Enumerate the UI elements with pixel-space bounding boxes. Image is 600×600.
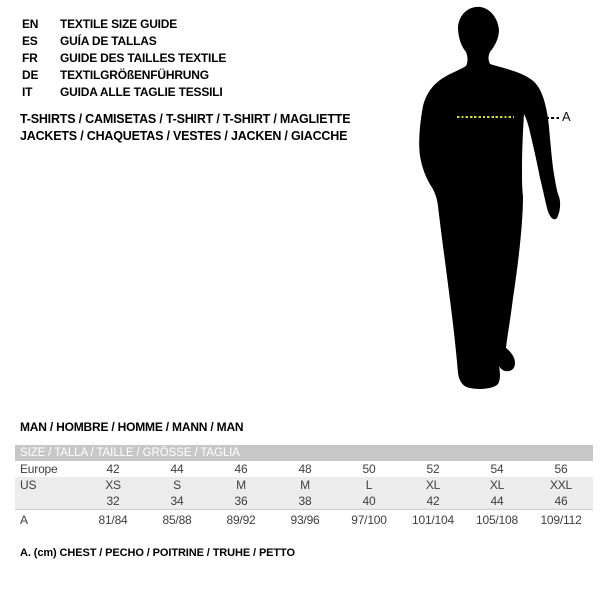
size-cell: 50 — [362, 462, 376, 476]
size-cell: 52 — [426, 462, 440, 476]
size-cell: 46 — [554, 494, 568, 508]
size-cell: M — [236, 478, 246, 492]
footnote-chest-legend: A. (cm) CHEST / PECHO / POITRINE / TRUHE / PETTO — [20, 547, 295, 559]
category-block — [20, 111, 350, 144]
size-cell: 109/112 — [540, 513, 582, 527]
section-title-man: MAN / HOMBRE / HOMME / MANN / MAN — [20, 420, 244, 434]
size-cell: 46 — [234, 462, 248, 476]
size-cell: 44 — [490, 494, 504, 508]
language-code: ES — [22, 34, 38, 49]
size-cell: 34 — [170, 494, 184, 508]
row-label — [15, 493, 81, 509]
table-row-alt-sizes — [15, 493, 593, 509]
size-cell: 42 — [106, 462, 120, 476]
size-cell: XS — [105, 478, 121, 492]
size-table — [15, 445, 593, 530]
table-row-europe — [15, 461, 593, 477]
size-cell: 42 — [426, 494, 440, 508]
language-code: FR — [22, 50, 38, 65]
size-cell: 48 — [298, 462, 312, 476]
category-line-tshirts: T-SHIRTS / CAMISETAS / T-SHIRT / T-SHIRT / MAGLIETTE — [20, 112, 351, 126]
size-cell: XL — [489, 478, 505, 492]
size-cell: 89/92 — [226, 513, 256, 527]
chest-measure-dotted-line — [457, 116, 514, 118]
size-table-header: SIZE / TALLA / TAILLE / GRÖSSE / TAGLIA — [15, 445, 593, 461]
size-cell: M — [300, 478, 310, 492]
row-label: A — [20, 513, 28, 527]
size-cell: 36 — [234, 494, 248, 508]
size-cell: 32 — [106, 494, 120, 508]
language-code: DE — [22, 67, 39, 82]
language-label: TEXTILGRÖßENFÜHRUNG — [60, 67, 209, 82]
language-row — [22, 16, 226, 33]
language-row — [22, 83, 226, 100]
size-cell: 44 — [170, 462, 184, 476]
size-cell: 105/108 — [476, 513, 518, 527]
size-cell: 38 — [298, 494, 312, 508]
chest-measure-dash-extension — [546, 117, 559, 119]
table-row-us — [15, 477, 593, 493]
language-label: GUIDE DES TAILLES TEXTILE — [60, 50, 227, 65]
size-cell: 54 — [490, 462, 504, 476]
language-code: IT — [22, 84, 33, 99]
measure-label-a: A — [562, 109, 571, 124]
size-cell: 56 — [554, 462, 568, 476]
row-label: Europe — [20, 462, 58, 476]
size-cell: 85/88 — [162, 513, 192, 527]
language-row — [22, 66, 226, 83]
category-line-jackets: JACKETS / CHAQUETAS / VESTES / JACKEN / GIACCHE — [20, 128, 348, 143]
size-cell: S — [173, 478, 181, 492]
language-row — [22, 50, 226, 67]
table-row-chest-a — [15, 509, 593, 530]
language-label: GUÍA DE TALLAS — [60, 34, 157, 49]
size-cell: 101/104 — [412, 513, 454, 527]
size-cell: XL — [425, 478, 441, 492]
size-cell: L — [365, 478, 373, 492]
row-label: US — [20, 478, 37, 492]
size-cell: XXL — [549, 478, 573, 492]
language-label: TEXTILE SIZE GUIDE — [60, 17, 178, 32]
language-row — [22, 33, 226, 50]
language-label: GUIDA ALLE TAGLIE TESSILI — [60, 84, 223, 99]
size-cell: 81/84 — [98, 513, 128, 527]
language-list — [22, 16, 226, 100]
size-cell: 97/100 — [351, 513, 387, 527]
man-silhouette-figure — [410, 0, 600, 410]
size-cell: 40 — [362, 494, 376, 508]
man-silhouette — [410, 0, 600, 410]
language-code: EN — [22, 17, 39, 32]
size-cell: 93/96 — [290, 513, 320, 527]
